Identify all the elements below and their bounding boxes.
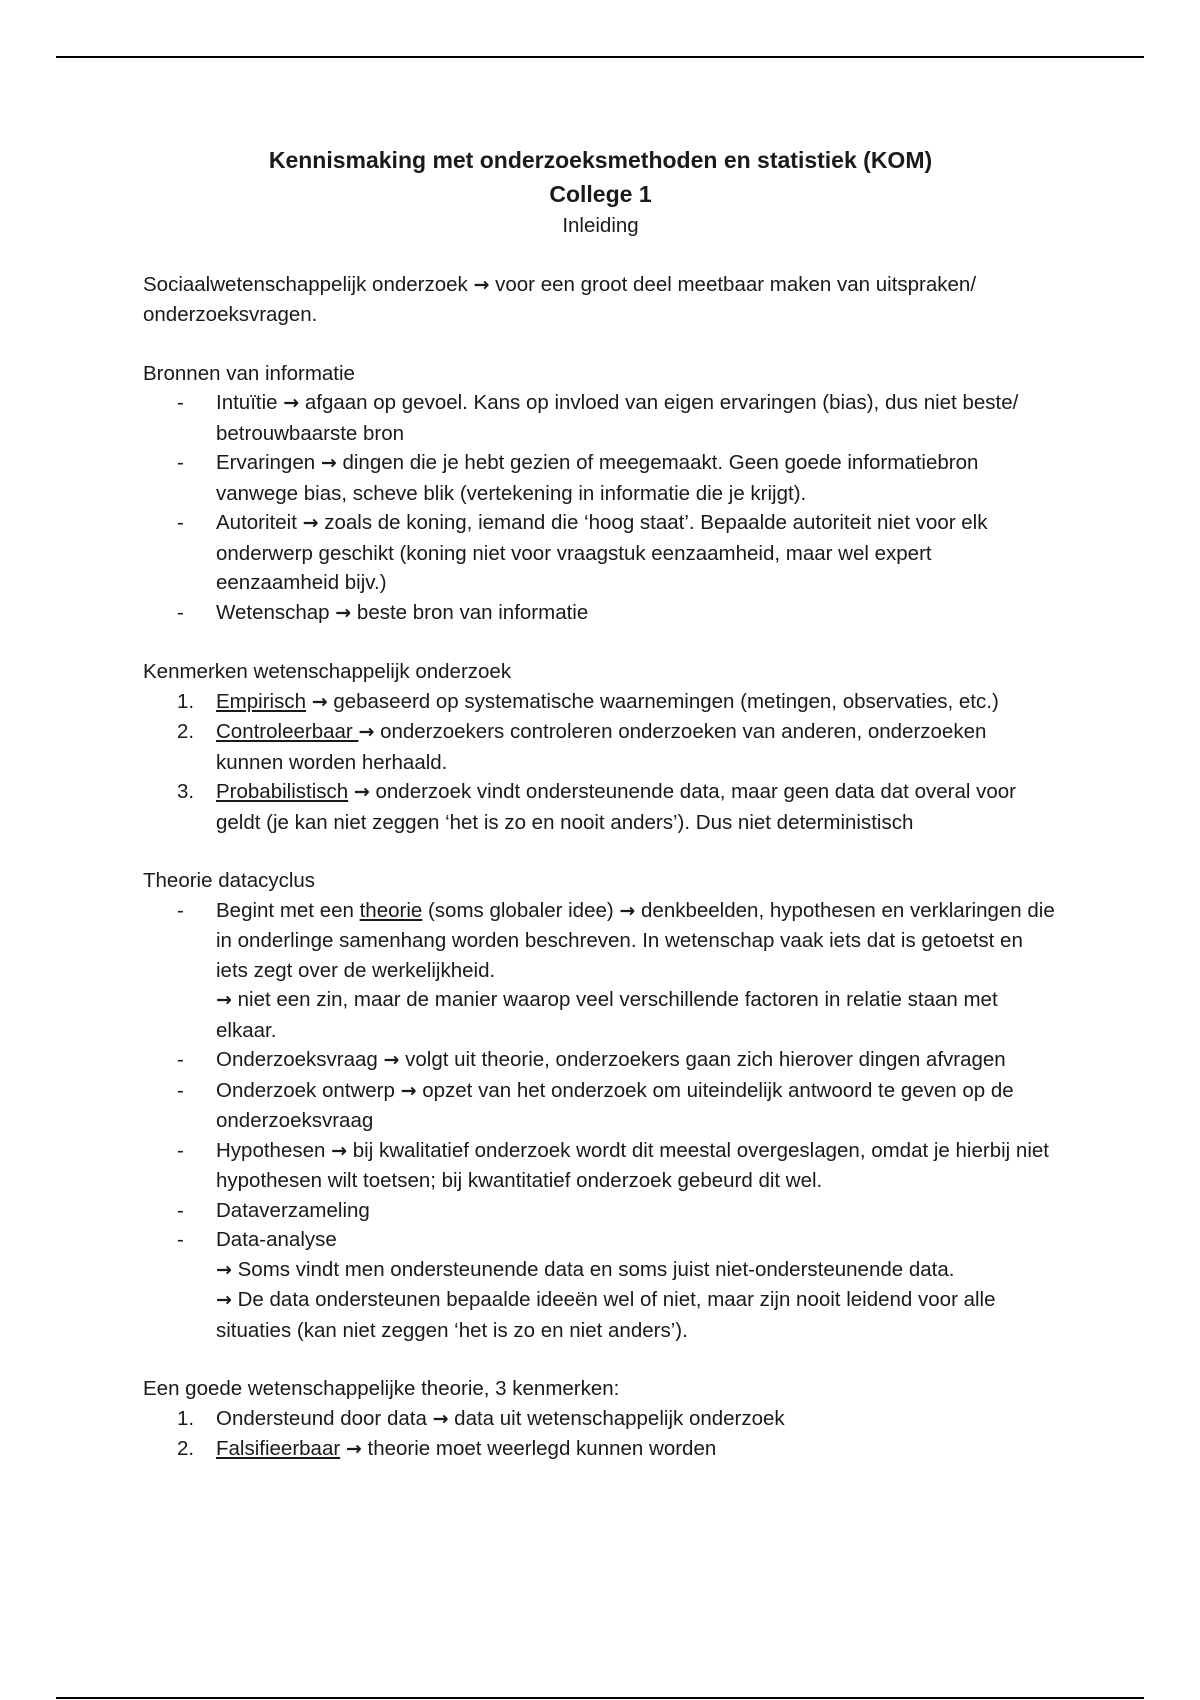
list-item: - Begint met een theorie (soms globaler idee) → denkbeelden, hypothesen en verklaringen die in onderlinge samenhang worden beschreven. In wetenschap vaak iets dat is getoetst en iets zegt over de werkelijkheid. → niet een zin, maar de manier waarop veel verschillende factoren in relatie staan met elkaar. [143,896,1058,1046]
document-page [143,143,1058,1465]
section-heading-theorie: Een goede wetenschappelijke theorie, 3 kenmerken: [143,1377,620,1400]
list-item: - Hypothesen → bij kwalitatief onderzoek wordt dit meestal overgeslagen, omdat je hierbij niet hypothesen wilt toetsen; bij kwantitatief onderzoek gebeurd dit wel. [143,1136,1058,1196]
bullet-dash: - [177,1048,184,1071]
section-heading-kenmerken: Kenmerken wetenschappelijk onderzoek [143,660,512,683]
arrow-icon: → [216,1289,232,1311]
document-title: Kennismaking met onderzoeksmethoden en statistiek (KOM) [268,147,933,173]
arrow-icon: → [216,989,232,1011]
arrow-icon: → [432,1407,449,1430]
arrow-icon: → [331,1139,348,1162]
theorie-list [143,1404,1058,1465]
bronnen-list [143,388,1058,628]
bullet-dash: - [177,898,184,922]
bullet-dash: - [177,1138,184,1162]
arrow-icon: → [400,1079,417,1102]
bullet-dash: - [177,451,184,474]
bullet-dash: - [177,1228,184,1251]
section-heading-cyclus: Theorie datacyclus [143,869,316,892]
list-item: - Data-analyse → Soms vindt men ondersteunende data en soms juist niet-ondersteunende data. → De data ondersteunen bepaalde ideeën wel of niet, maar zijn nooit leidend voor alle situaties (kan niet zeggen ‘het is zo en niet anders’). [143,1225,1058,1345]
list-item: - Wetenschap → beste bron van informatie [143,598,1058,629]
arrow-icon: → [473,273,490,296]
arrow-icon: → [619,899,636,922]
list-number: 2. [177,720,195,743]
list-item: - Onderzoek ontwerp → opzet van het onderzoek om uiteindelijk antwoord te geven op de onderzoeksvraag [143,1076,1058,1136]
bullet-dash: - [177,511,184,534]
list-number: 2. [177,1437,195,1460]
list-item: 2. Falsifieerbaar → theorie moet weerlegd kunnen worden [143,1434,1058,1465]
list-number: 3. [177,780,195,803]
section-heading-bronnen: Bronnen van informatie [143,361,355,385]
list-item: - Intuïtie → afgaan op gevoel. Kans op invloed van eigen ervaringen (bias), dus niet beste/ betrouwbaarste bron [143,388,1058,448]
arrow-icon: → [302,512,319,534]
arrow-icon: → [345,1438,362,1460]
bullet-dash: - [177,391,184,414]
college-heading: College 1 [549,181,652,207]
bullet-dash: - [177,1078,184,1102]
bullet-dash: - [177,600,184,624]
cyclus-list [143,896,1058,1346]
arrow-icon: → [283,392,300,414]
list-item: - Autoriteit → zoals de koning, iemand die ‘hoog staat’. Bepaalde autoriteit niet voor elk onderwerp geschikt (koning niet voor vraagstuk eenzaamheid, maar wel expert eenzaamheid bijv.) [143,508,1058,598]
list-item: 3. Probabilistisch → onderzoek vindt ondersteunende data, maar geen data dat overal voor geldt (je kan niet zeggen ‘het is zo en nooit anders’). Dus niet deterministisch [143,777,1058,837]
list-item: 1. Ondersteund door data → data uit wetenschappelijk onderzoek [143,1404,1058,1435]
arrow-icon: → [353,781,370,803]
list-item: 1. Empirisch → gebaseerd op systematische waarnemingen (metingen, observaties, etc.) [143,687,1058,718]
list-number: 1. [177,1406,195,1430]
top-rule [56,56,1144,58]
list-item: - Onderzoeksvraag → volgt uit theorie, onderzoekers gaan zich hierover dingen afvragen [143,1045,1058,1076]
list-item: - Dataverzameling [143,1196,1058,1226]
intro-paragraph: Sociaalwetenschappelijk onderzoek → voor een groot deel meetbaar maken van uitspraken/ onderzoeksvragen. [143,272,977,326]
document-subtitle: Inleiding [562,214,639,237]
list-item: - Ervaringen → dingen die je hebt gezien of meegemaakt. Geen goede informatiebron vanwege bias, scheve blik (vertekening in informatie die je krijgt). [143,448,1058,508]
bottom-rule [56,1697,1144,1699]
list-item: 2. Controleerbaar → onderzoekers controleren onderzoeken van anderen, onderzoeken kunnen worden herhaald. [143,717,1058,777]
bullet-dash: - [177,1198,184,1222]
list-number: 1. [177,689,195,713]
arrow-icon: → [358,721,375,743]
arrow-icon: → [216,1258,232,1281]
arrow-icon: → [383,1049,400,1071]
arrow-icon: → [335,601,352,624]
arrow-icon: → [311,690,328,713]
kenmerken-list [143,687,1058,838]
arrow-icon: → [320,452,337,474]
